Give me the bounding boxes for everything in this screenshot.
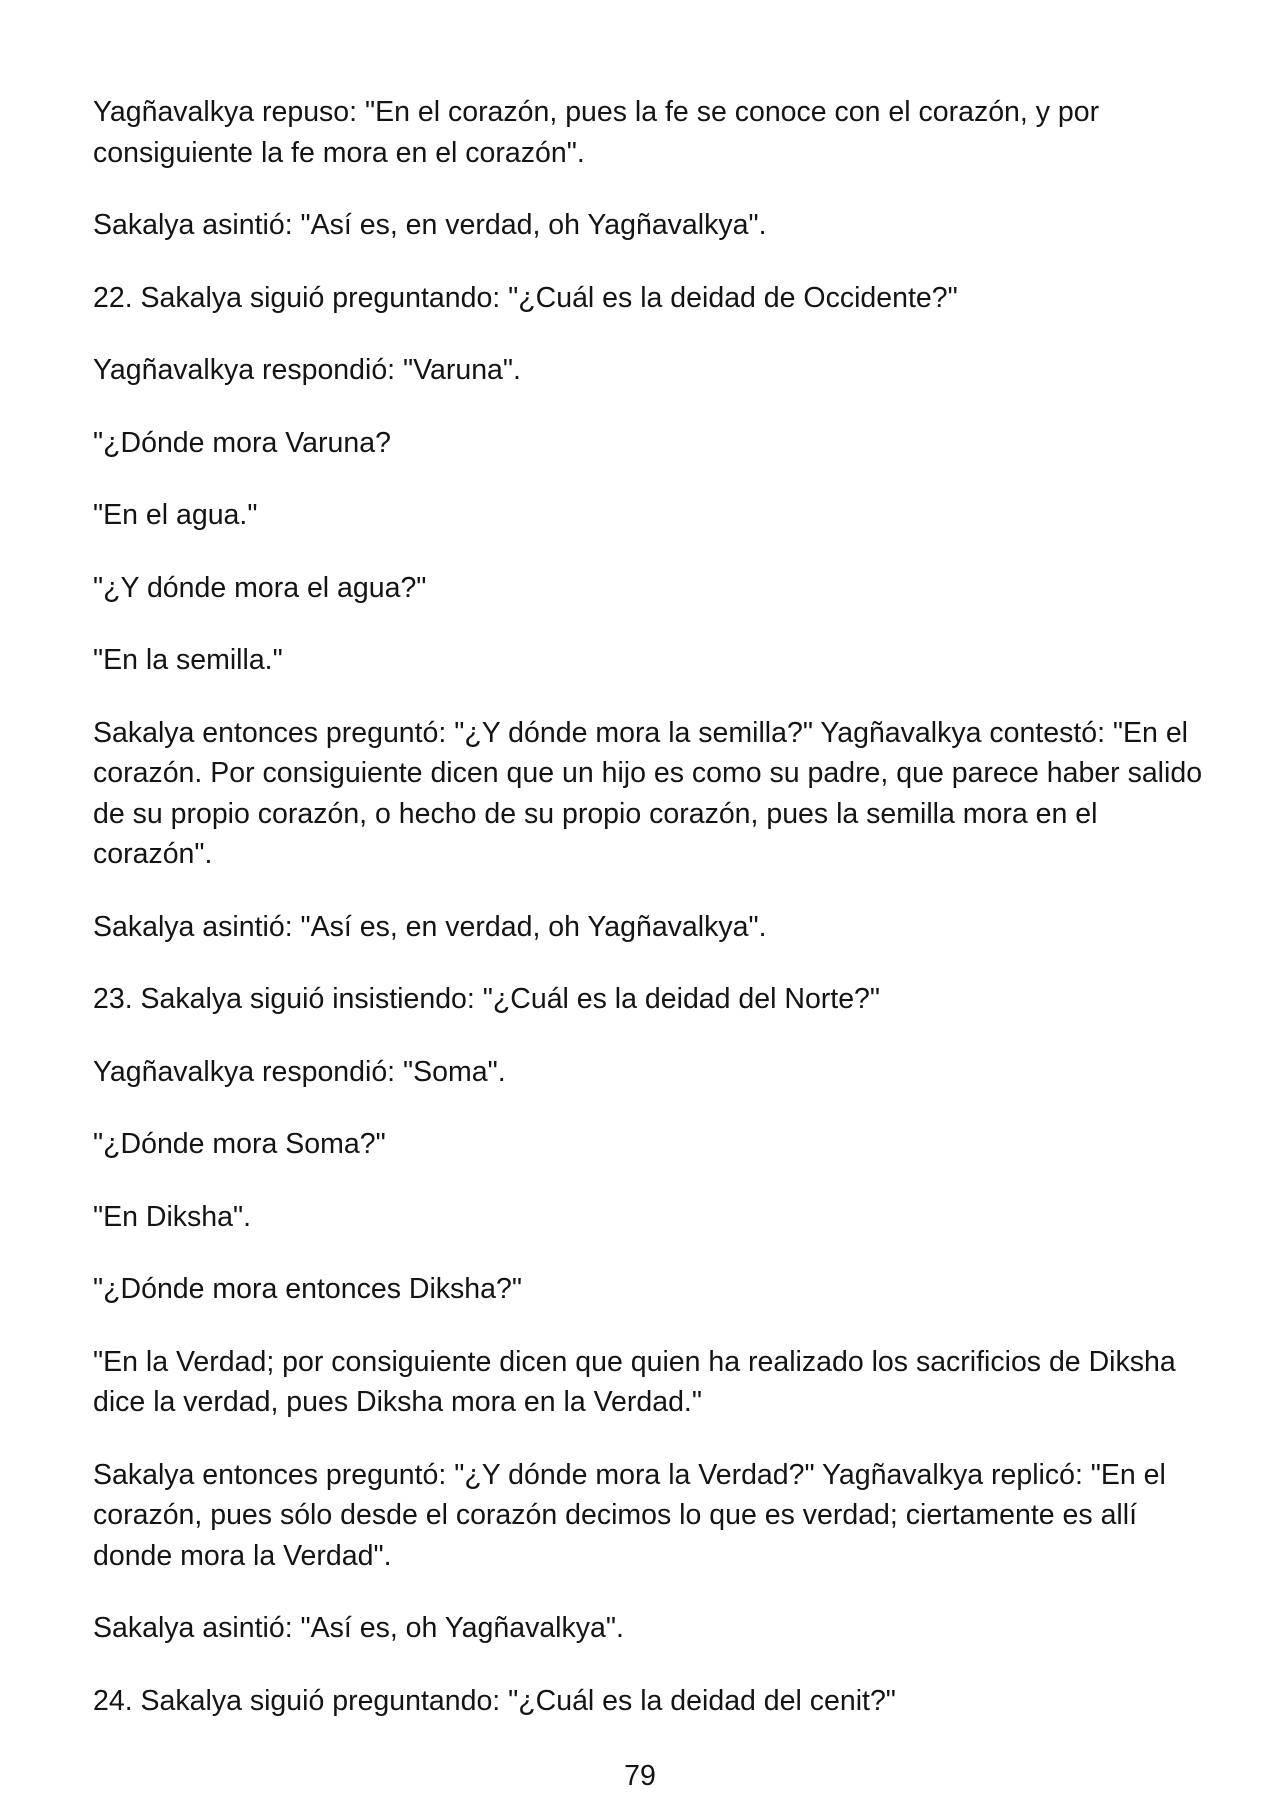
paragraph: Sakalya entonces preguntó: "¿Y dónde mora la Verdad?" Yagñavalkya replicó: "En el corazón, pues sólo desde el corazón decimos lo que es verdad; ciertamente es allí donde mora la Verdad".: [93, 1458, 1166, 1572]
paragraph: 23. Sakalya siguió insistiendo: "¿Cuál es la deidad del Norte?": [93, 983, 881, 1015]
page-text-body: [93, 92, 1203, 1753]
page-number: 79: [624, 1760, 656, 1792]
paragraph: "¿Dónde mora entonces Diksha?": [93, 1273, 522, 1305]
paragraph: "¿Y dónde mora el agua?": [93, 571, 427, 604]
paragraph: Yagñavalkya respondió: "Soma".: [93, 1055, 506, 1088]
paragraph: Sakalya asintió: "Así es, en verdad, oh Yagñavalkya".: [93, 209, 767, 241]
paragraph: Yagñavalkya respondió: "Varuna".: [93, 354, 521, 386]
paragraph: 24. Sakalya siguió preguntando: "¿Cuál es la deidad del cenit?": [93, 1684, 896, 1717]
paragraph: Sakalya entonces preguntó: "¿Y dónde mora la semilla?" Yagñavalkya contestó: "En el corazón. Por consiguiente dicen que un hijo es como su padre, que parece haber salido de su propio corazón, o hecho de su propio corazón, pues la semilla mora en el corazón".: [93, 716, 1203, 870]
paragraph: Yagñavalkya repuso: "En el corazón, pues la fe se conoce con el corazón, y por consiguiente la fe mora en el corazón".: [93, 96, 1100, 169]
paragraph: "¿Dónde mora Soma?": [93, 1128, 386, 1160]
paragraph: "En la semilla.": [93, 644, 283, 676]
paragraph: 22. Sakalya siguió preguntando: "¿Cuál es la deidad de Occidente?": [93, 281, 958, 314]
paragraph: "¿Dónde mora Varuna?: [93, 426, 391, 459]
paragraph: Sakalya asintió: "Así es, oh Yagñavalkya".: [93, 1612, 624, 1644]
paragraph: "En Diksha".: [93, 1200, 252, 1233]
paragraph: "En el agua.": [93, 499, 258, 531]
paragraph: "En la Verdad; por consiguiente dicen que quien ha realizado los sacrificios de Diksha dice la verdad, pues Diksha mora en la Verdad.": [93, 1345, 1176, 1418]
paragraph: Sakalya asintió: "Así es, en verdad, oh Yagñavalkya".: [93, 910, 767, 943]
